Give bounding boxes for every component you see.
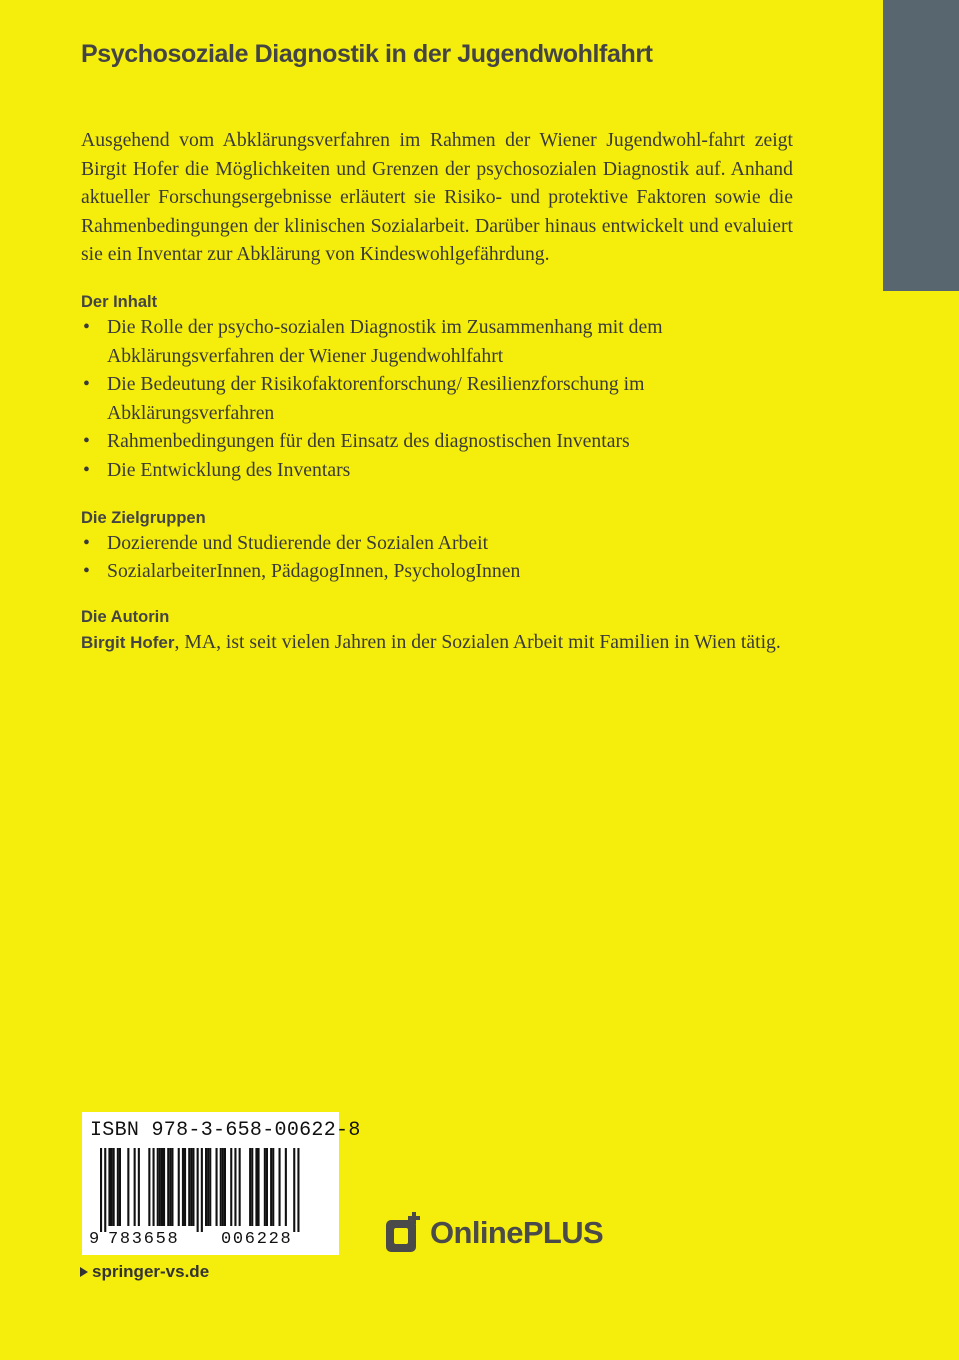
barcode-bar [167, 1148, 169, 1226]
list-item [81, 427, 793, 456]
book-title: Psychosoziale Diagnostik in der Jugendwohlfahrt [81, 40, 653, 68]
bullet: • [83, 560, 90, 583]
ean-right-digits: 006228 [221, 1230, 293, 1249]
barcode-bar [119, 1148, 121, 1226]
barcode-bar [258, 1148, 260, 1226]
list-item-text: Die Entwicklung des Inventars [107, 458, 351, 481]
list-item [81, 313, 793, 370]
barcode-bar [272, 1148, 274, 1226]
author-paragraph [81, 628, 793, 658]
barcode-bar [251, 1148, 253, 1226]
online-plus-logo [384, 1212, 603, 1254]
barcode-bar [266, 1148, 268, 1226]
barcode-bar [178, 1148, 180, 1226]
isbn-barcode [82, 1112, 361, 1255]
barcode-bar [297, 1148, 299, 1232]
barcode-bar [171, 1148, 173, 1226]
list-item [81, 529, 793, 558]
barcode-bar [255, 1148, 257, 1226]
barcode-bar [117, 1148, 119, 1226]
barcode-bar [201, 1148, 203, 1232]
intro-paragraph: Ausgehend vom Abklärungsverfahren im Rahmen der Wiener Jugendwohl-fahrt zeigt Birgit Hofer die Möglichkeiten und Grenzen der psychosozialen Diagnostik auf. Anhand aktueller Forschungsergebnisse erläutert sie Risiko- und protektive Faktoren sowie die Rahmenbedingungen der klinischen Sozialarbeit. Darüber hinaus entwickelt und evaluiert sie ein Inventar zur Abklärung von Kindeswohlgefährdung. [81, 129, 793, 266]
barcode-bar [159, 1148, 161, 1226]
barcode-bar [153, 1148, 155, 1226]
bullet: • [83, 430, 90, 453]
barcode-bar [293, 1148, 295, 1232]
barcode-bar [285, 1148, 287, 1226]
barcode-bar [188, 1148, 190, 1226]
main-text [81, 126, 793, 657]
bullet: • [83, 531, 90, 554]
barcode-bar [216, 1148, 218, 1226]
barcode-bar [270, 1148, 272, 1226]
list-item-text: Dozierende und Studierende der Sozialen Arbeit [107, 531, 489, 554]
barcode-bar [169, 1148, 171, 1226]
barcode-bar [161, 1148, 163, 1226]
barcode-bar [222, 1148, 224, 1226]
section-heading-zielgruppen: Die Zielgruppen [81, 508, 206, 527]
barcode-bar [157, 1148, 159, 1226]
barcode-bar [111, 1148, 113, 1226]
online-plus-icon [384, 1212, 424, 1254]
arrow-right-icon [80, 1267, 88, 1277]
bullet: • [83, 373, 90, 396]
list-item-text: Rahmenbedingungen für den Einsatz des diagnostischen Inventars [107, 430, 630, 453]
list-item [81, 456, 793, 485]
publisher-url: springer-vs.de [92, 1262, 210, 1281]
online-plus-wordmark: OnlinePLUS [430, 1215, 604, 1250]
author-name: Birgit Hofer [81, 632, 175, 652]
barcode-bar [224, 1148, 226, 1226]
section-heading-autorin: Die Autorin [81, 607, 170, 626]
barcode-bar [230, 1148, 232, 1226]
author-bio: , MA, ist seit vielen Jahren in der Sozialen Arbeit mit Familien in Wien tätig. [174, 630, 781, 653]
list-item-text: SozialarbeiterInnen, PädagogInnen, PsychologInnen [107, 560, 521, 583]
barcode-bar [264, 1148, 266, 1226]
barcode-bar [205, 1148, 207, 1226]
inhalt-list [81, 313, 793, 485]
barcode-bar [249, 1148, 251, 1226]
barcode-bar [108, 1148, 110, 1226]
barcode-bars [100, 1148, 322, 1232]
bullet: • [83, 315, 90, 338]
section-heading-inhalt: Der Inhalt [81, 292, 158, 311]
barcode-bar [239, 1148, 241, 1226]
barcode-bar [100, 1148, 102, 1232]
barcode-bar [134, 1148, 136, 1226]
side-color-tab [883, 0, 959, 291]
barcode-bar [104, 1148, 106, 1232]
barcode-bar [163, 1148, 165, 1226]
bullet: • [83, 458, 90, 481]
barcode-bar [209, 1148, 211, 1226]
barcode-bar [220, 1148, 222, 1226]
list-item [81, 557, 793, 586]
list-item-text: Die Rolle der psycho-sozialen Diagnostik im Zusammenhang mit dem Abklärungsverfahren der Wiener Jugendwohlfahrt [107, 315, 663, 367]
barcode-bar [234, 1148, 236, 1226]
barcode-bar [190, 1148, 192, 1226]
barcode-bar [182, 1148, 184, 1226]
barcode-bar [279, 1148, 281, 1226]
ean-first-digit: 9 [89, 1230, 100, 1249]
publisher-link[interactable] [80, 1262, 209, 1282]
list-item-text: Die Bedeutung der Risikofaktorenforschung/ Resilienzforschung im Abklärungsverfahren [107, 373, 645, 424]
barcode-bar [192, 1148, 194, 1226]
zielgruppen-list [81, 529, 793, 586]
barcode-bar [127, 1148, 129, 1226]
barcode-bar [197, 1148, 199, 1232]
list-item [81, 370, 793, 427]
barcode-bar [184, 1148, 186, 1226]
barcode-bar [138, 1148, 140, 1226]
barcode-bar [148, 1148, 150, 1226]
barcode-bar [113, 1148, 115, 1226]
ean-left-digits: 783658 [108, 1230, 180, 1249]
barcode-bar [207, 1148, 209, 1226]
isbn-number: ISBN 978-3-658-00622-8 [90, 1119, 361, 1142]
